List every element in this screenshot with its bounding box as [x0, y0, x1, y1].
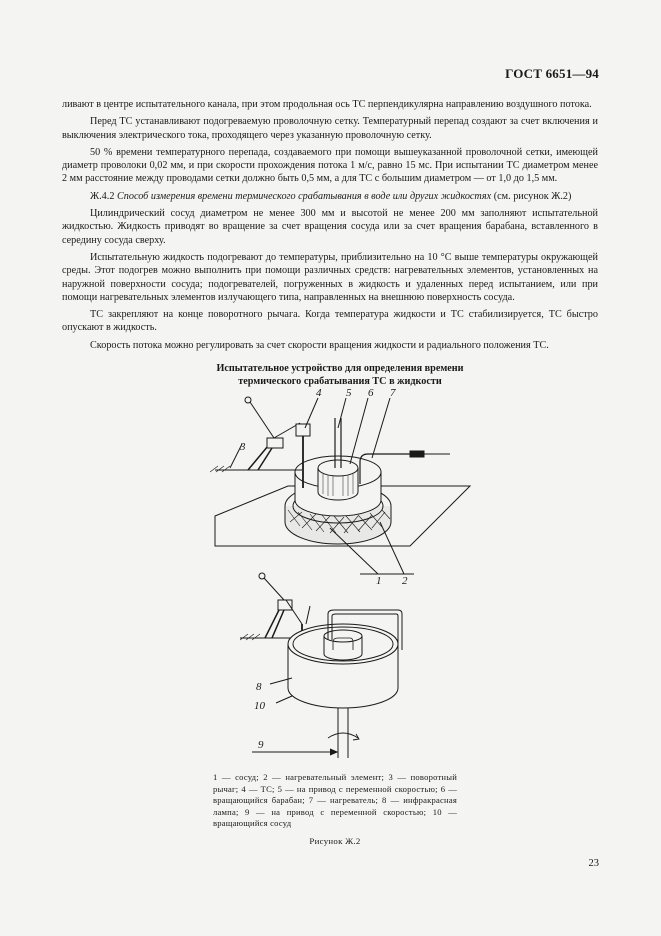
paragraph: Цилиндрический сосуд диаметром не менее 300 мм и высотой не менее 200 мм заполняют испытательной жидкостью. Жидкость приводят во вращение за счет вращения сосуда или за счет вращения барабана, вставленного в середину сосуда сверху.	[62, 208, 598, 246]
label-5: 5	[346, 388, 352, 399]
label-9: 9	[258, 739, 264, 751]
section-ref: (см. рисунок Ж.2)	[493, 190, 572, 202]
section-heading	[62, 190, 598, 203]
body-text	[62, 98, 598, 356]
rotating-vessel	[288, 624, 398, 708]
page-number: 23	[588, 858, 599, 869]
label-2: 2	[402, 575, 408, 587]
label-4: 4	[316, 388, 322, 399]
standard-header: ГОСТ 6651—94	[505, 66, 599, 81]
paragraph: ТС закрепляют на конце поворотного рычага. Когда температура жидкости и ТС стабилизируется, ТС быстро опускают в жидкость.	[62, 309, 598, 334]
paragraph: 50 % времени температурного перепада, создаваемого при помощи вышеуказанной проволочной сетки, имеющей диаметр проволоки 0,02 мм, и при скорости прохождения потока 1 м/с, равно 15 мс. При испытании ТС диаметром менее 2 мм расстояние между проводами сетки должно быть 0,5 мм, а для ТС с большим диаметром — от 1,0 до 1,5 мм.	[62, 146, 598, 185]
figure-title	[150, 362, 530, 388]
figure-title-line2: термического срабатывания ТС в жидкости	[238, 376, 442, 387]
label-1: 1	[376, 575, 382, 587]
label-10: 10	[254, 700, 265, 712]
label-3: 3	[240, 441, 246, 453]
paragraph: Скорость потока можно регулировать за счет скорости вращения жидкости и радиального положения ТС.	[90, 339, 549, 351]
apparatus-drawing	[210, 388, 490, 760]
section-number: Ж.4.2	[90, 190, 115, 202]
paragraph: ливают в центре испытательного канала, при этом продольная ось ТС перпендикулярна направлению воздушного потока.	[62, 99, 592, 110]
figure-caption: 1 — сосуд; 2 — нагревательный элемент; 3 — поворотный рычаг; 4 — ТС; 5 — на привод с переменной скоростью; 6 — вращающийся барабан; 7 — нагреватель; 8 — инфракрасная лампа; 9 — на привод с переменной скоростью; 10 — вращающийся сосуд	[213, 772, 457, 828]
paragraph: Испытательную жидкость подогревают до температуры, приблизительно на 10 °С выше температуры окружающей среды. Этот подогрев можно выполнить при помощи различных средств: нагревательных элементов, установленных на наружной поверхности сосуда; подогревателей, погруженных в жидкость и удаленных перед испытанием, или при помощи нагревательных элементов излучающего типа, направленных на внешнюю поверхность сосуда.	[62, 251, 598, 303]
paragraph: Перед ТС устанавливают подогреваемую проволочную сетку. Температурный перепад создают за счет включения и выключения электрического тока, проходящего через указанную проволочную сетку.	[62, 116, 598, 141]
rotating-drum	[318, 460, 358, 500]
figure-label: Рисунок Ж.2	[309, 836, 361, 846]
section-title: Способ измерения времени термического срабатывания в воде или других жидкостях	[116, 190, 492, 202]
label-7: 7	[390, 388, 396, 399]
figure-title-line1: Испытательное устройство для определения времени	[216, 363, 464, 374]
label-8: 8	[256, 681, 262, 693]
label-6: 6	[368, 388, 374, 399]
